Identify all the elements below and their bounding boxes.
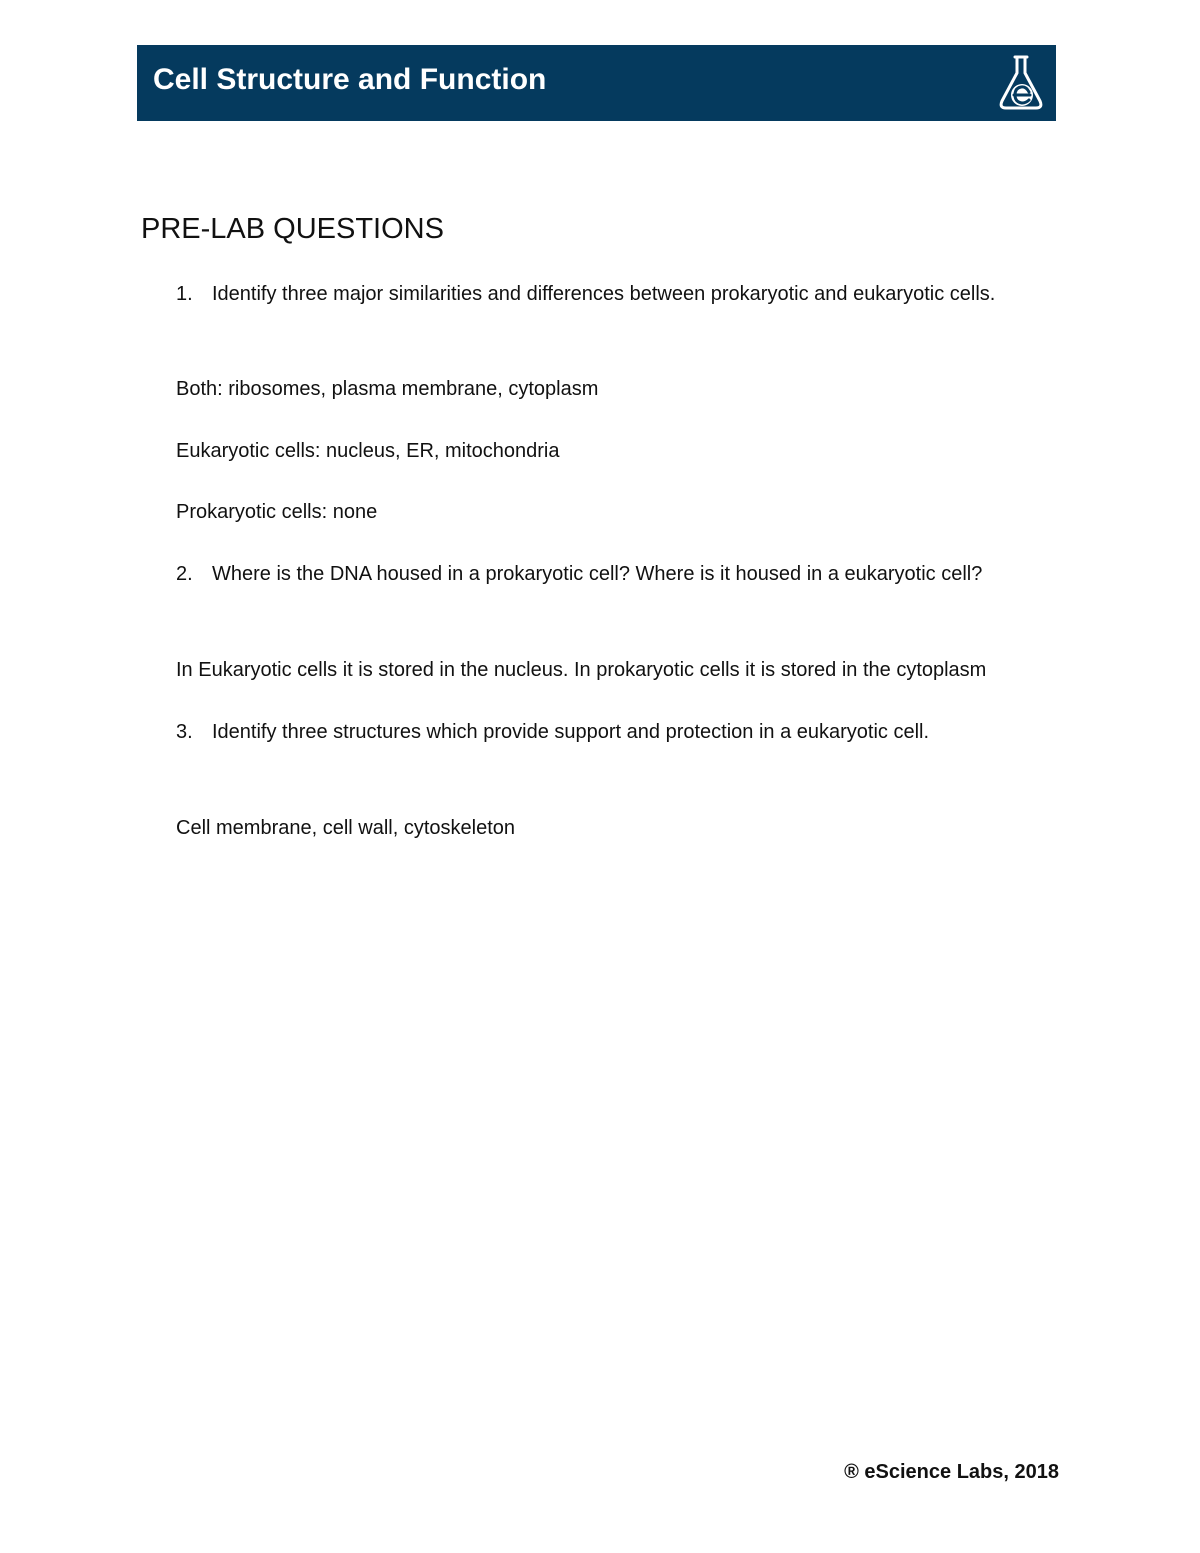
erlenmeyer-flask-e-logo-icon: [996, 53, 1046, 113]
document-title: Cell Structure and Function: [153, 63, 547, 96]
question-number: 3.: [176, 721, 193, 743]
copyright-footer: ® eScience Labs, 2018: [844, 1461, 1059, 1483]
question-text: Identify three major similarities and differences between prokaryotic and eukaryotic cells.: [212, 283, 996, 305]
question-text: Where is the DNA housed in a prokaryotic cell? Where is it housed in a eukaryotic cell?: [212, 563, 983, 585]
answer-text: Prokaryotic cells: none: [176, 501, 378, 523]
question-text: Identify three structures which provide support and protection in a eukaryotic cell.: [212, 721, 930, 743]
question-number: 2.: [176, 563, 193, 585]
header-banner: [137, 45, 1056, 121]
answer-text: In Eukaryotic cells it is stored in the nucleus. In prokaryotic cells it is stored in the cytoplasm: [176, 659, 987, 681]
answer-text: Both: ribosomes, plasma membrane, cytoplasm: [176, 378, 599, 400]
answer-text: Eukaryotic cells: nucleus, ER, mitochondria: [176, 440, 560, 462]
section-heading: PRE-LAB QUESTIONS: [141, 213, 444, 245]
question-number: 1.: [176, 283, 193, 305]
answer-text: Cell membrane, cell wall, cytoskeleton: [176, 817, 516, 839]
